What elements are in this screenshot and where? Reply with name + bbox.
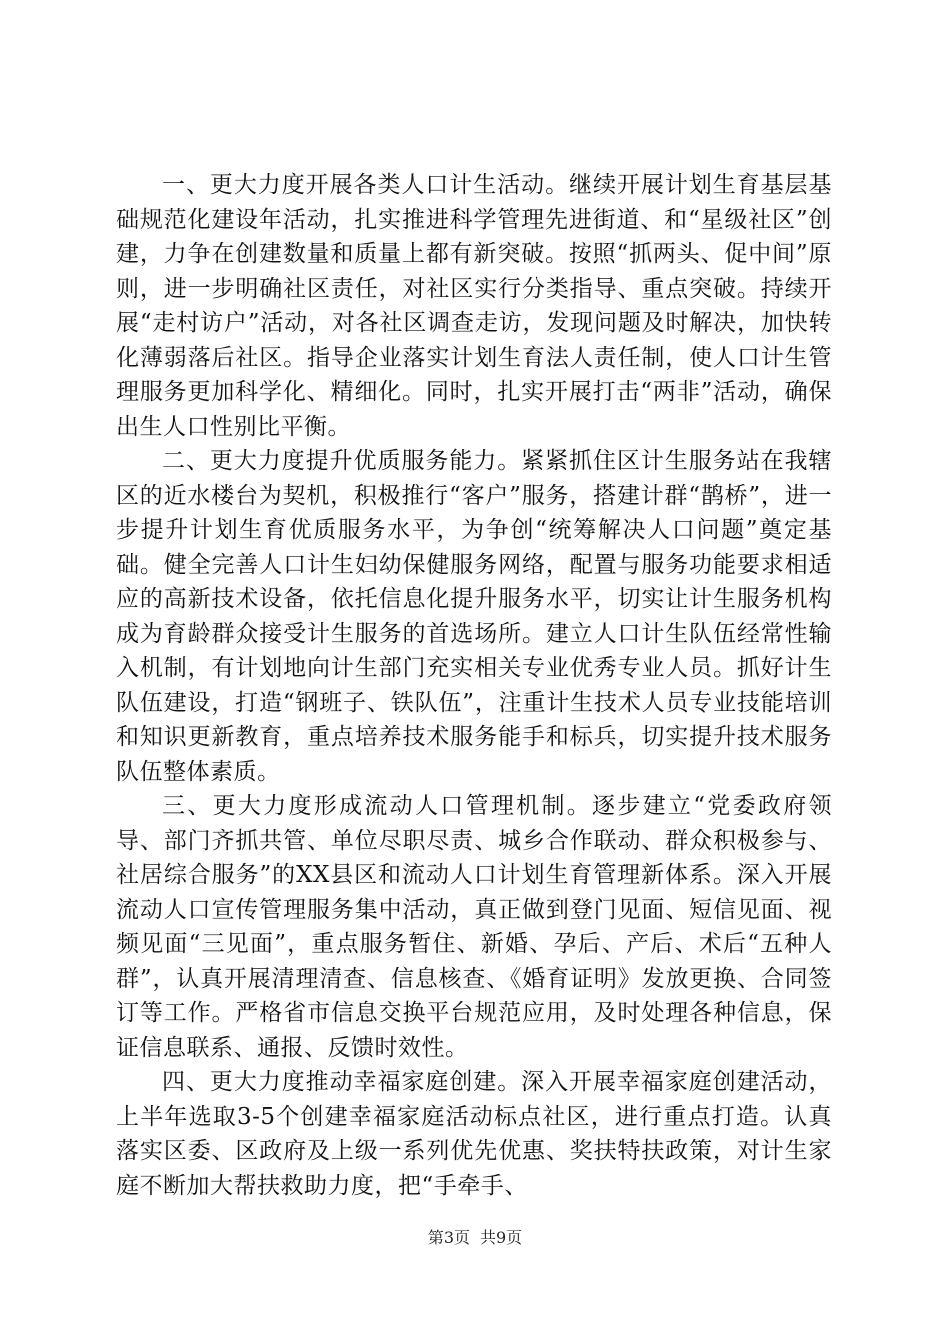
page-footer — [0, 1228, 950, 1248]
paragraph-4: 四、更大力度推动幸福家庭创建。深入开展幸福家庭创建活动，上半年选取3-5个创建幸福家庭活动标点社区，进行重点打造。认真落实区委、区政府及上级一系列优先优惠、奖扶特扶政策，对计生家庭不断加大帮扶救助力度，把“手牵手、 — [116, 1069, 832, 1199]
paragraph-1: 一、更大力度开展各类人口计生活动。继续开展计划生育基层基础规范化建设年活动，扎实推进科学管理先进街道、和“星级社区”创建，力争在创建数量和质量上都有新突破。按照“抓两头、促中间”原则，进一步明确社区责任，对社区实行分类指导、重点突破。持续开展“走村访户”活动，对各社区调查走访，发现问题及时解决，加快转化薄弱落后社区。指导企业落实计划生育法人责任制，使人口计生管理服务更加科学化、精细化。同时，扎实开展打击“两非”活动，确保出生人口性别比平衡。 — [116, 172, 832, 440]
document-body — [116, 168, 832, 1203]
paragraph-3: 三、更大力度形成流动人口管理机制。逐步建立“党委政府领导、部门齐抓共管、单位尽职尽责、城乡合作联动、群众积极参与、社居综合服务”的XX县区和流动人口计划生育管理新体系。深入开展流动人口宣传管理服务集中活动，真正做到登门见面、短信见面、视频见面“三见面”，重点服务暂住、新婚、孕后、产后、术后“五种人群”，认真开展清理清查、信息核查、《婚育证明》发放更换、合同签订等工作。严格省市信息交换平台规范应用，及时处理各种信息，保证信息联系、通报、反馈时效性。 — [116, 793, 832, 1061]
page-total: 共9页 — [480, 1228, 523, 1247]
paragraph-2: 二、更大力度提升优质服务能力。紧紧抓住区计生服务站在我辖区的近水楼台为契机，积极推行“客户”服务，搭建计群“鹊桥”，进一步提升计划生育优质服务水平，为争创“统筹解决人口问题”奠定基础。健全完善人口计生妇幼保健服务网络，配置与服务功能要求相适应的高新技术设备，依托信息化提升服务水平，切实让计生服务机构成为育龄群众接受计生服务的首选场所。建立人口计生队伍经常性输入机制，有计划地向计生部门充实相关专业优秀专业人员。抓好计生队伍建设，打造“钢班子、铁队伍”，注重计生技术人员专业技能培训和知识更新教育，重点培养技术服务能手和标兵，切实提升技术服务队伍整体素质。 — [116, 448, 832, 785]
page-number: 第3页 — [427, 1228, 470, 1247]
